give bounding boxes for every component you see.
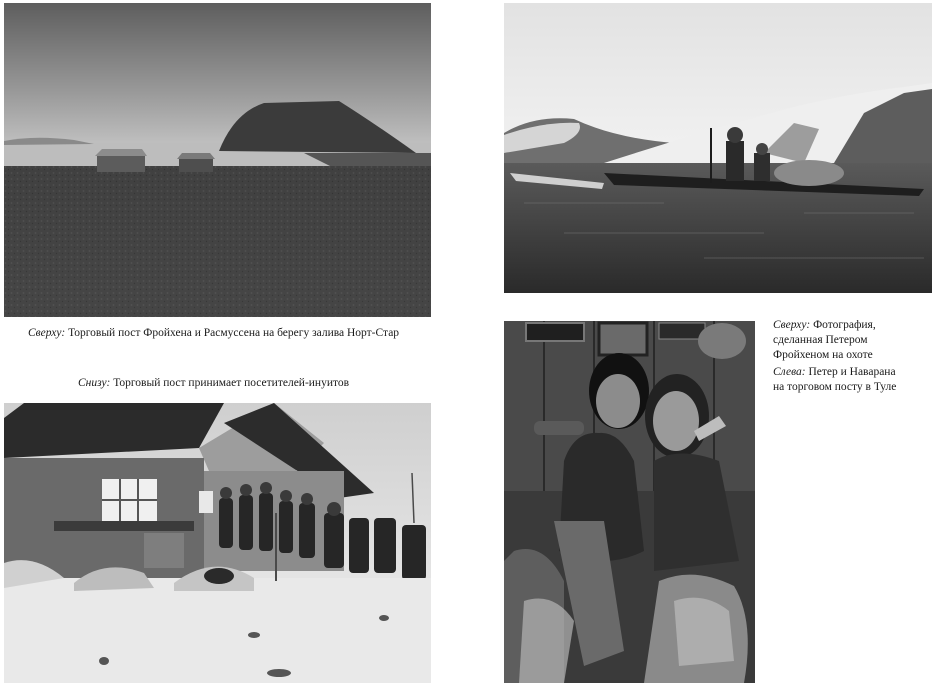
caption-line: Фотография, <box>813 319 876 331</box>
caption-lead: Сверху: <box>773 319 811 331</box>
caption-lead: Сверху: <box>28 327 66 339</box>
caption-bottom-left <box>78 376 438 391</box>
caption-text: Торговый пост Фройхена и Расмуссена на берегу залива Норт-Стар <box>68 327 400 339</box>
caption-line: сделанная Петером <box>773 334 868 346</box>
photo-peter-navarana <box>504 321 755 683</box>
caption-lead: Слева: <box>773 366 806 378</box>
photo-trading-post-bay <box>4 3 431 317</box>
caption-right-top <box>773 318 933 363</box>
caption-top-left <box>28 326 448 341</box>
caption-line: Петер и Наварана <box>808 366 896 378</box>
caption-right-left <box>773 365 933 395</box>
photo-kayak-hunt <box>504 3 932 293</box>
caption-text: Торговый пост принимает посетителей-инуитов <box>113 377 350 389</box>
photo-trading-post-visitors <box>4 403 431 683</box>
caption-lead: Снизу: <box>78 377 111 389</box>
caption-line: Фройхеном на охоте <box>773 349 873 361</box>
caption-line: на торговом посту в Туле <box>773 381 897 393</box>
